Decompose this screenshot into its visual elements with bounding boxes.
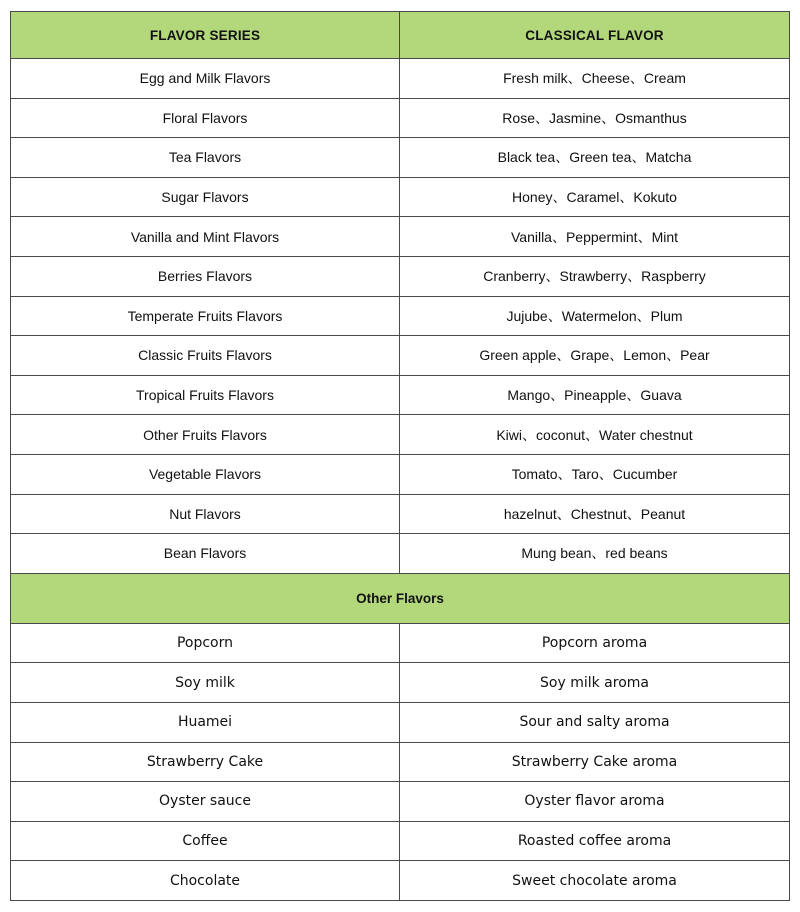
other-flavor-name-cell: Strawberry Cake [11, 742, 400, 782]
flavor-series-cell: Berries Flavors [11, 256, 400, 296]
classical-flavor-cell: Green apple、Grape、Lemon、Pear [400, 336, 790, 376]
table-row [11, 861, 790, 901]
flavor-series-cell: Egg and Milk Flavors [11, 59, 400, 99]
flavor-series-cell: Bean Flavors [11, 534, 400, 574]
flavor-series-cell: Vanilla and Mint Flavors [11, 217, 400, 257]
flavor-series-cell: Tropical Fruits Flavors [11, 375, 400, 415]
table-row [11, 217, 790, 257]
classical-flavor-cell: Tomato、Taro、Cucumber [400, 454, 790, 494]
table-row [11, 59, 790, 99]
classical-flavor-cell: Fresh milk、Cheese、Cream [400, 59, 790, 99]
table-row [11, 494, 790, 534]
flavor-series-cell: Vegetable Flavors [11, 454, 400, 494]
table-row [11, 782, 790, 822]
other-flavors-header-row [11, 573, 790, 623]
classical-flavor-cell: Rose、Jasmine、Osmanthus [400, 98, 790, 138]
classical-flavor-cell: Kiwi、coconut、Water chestnut [400, 415, 790, 455]
header-classical-flavor: CLASSICAL FLAVOR [400, 12, 790, 59]
other-flavor-aroma-cell: Popcorn aroma [400, 623, 790, 663]
other-flavor-name-cell: Oyster sauce [11, 782, 400, 822]
other-flavors-title: Other Flavors [11, 573, 790, 623]
flavor-series-cell: Nut Flavors [11, 494, 400, 534]
other-flavor-aroma-cell: Roasted coffee aroma [400, 821, 790, 861]
table-row [11, 336, 790, 376]
table-row [11, 623, 790, 663]
table-row [11, 256, 790, 296]
table-row [11, 821, 790, 861]
table-row [11, 296, 790, 336]
classical-flavor-cell: Jujube、Watermelon、Plum [400, 296, 790, 336]
flavor-series-cell: Other Fruits Flavors [11, 415, 400, 455]
classical-flavor-cell: Mango、Pineapple、Guava [400, 375, 790, 415]
table-row [11, 454, 790, 494]
classical-flavor-cell: Cranberry、Strawberry、Raspberry [400, 256, 790, 296]
flavor-series-cell: Sugar Flavors [11, 177, 400, 217]
table-row [11, 177, 790, 217]
other-flavor-aroma-cell: Oyster flavor aroma [400, 782, 790, 822]
table-row [11, 702, 790, 742]
table-row [11, 415, 790, 455]
table-row [11, 534, 790, 574]
other-flavor-aroma-cell: Sour and salty aroma [400, 702, 790, 742]
classical-flavor-cell: hazelnut、Chestnut、Peanut [400, 494, 790, 534]
classical-flavor-cell: Honey、Caramel、Kokuto [400, 177, 790, 217]
table-row [11, 138, 790, 178]
other-flavor-aroma-cell: Sweet chocolate aroma [400, 861, 790, 901]
header-flavor-series: FLAVOR SERIES [11, 12, 400, 59]
classical-flavor-cell: Black tea、Green tea、Matcha [400, 138, 790, 178]
flavor-series-cell: Floral Flavors [11, 98, 400, 138]
flavor-table [10, 11, 790, 901]
table-header-row [11, 12, 790, 59]
table-row [11, 742, 790, 782]
other-flavor-name-cell: Chocolate [11, 861, 400, 901]
other-flavor-name-cell: Soy milk [11, 663, 400, 703]
table-row [11, 663, 790, 703]
other-flavor-name-cell: Coffee [11, 821, 400, 861]
table-row [11, 375, 790, 415]
other-flavor-name-cell: Huamei [11, 702, 400, 742]
flavor-series-cell: Classic Fruits Flavors [11, 336, 400, 376]
flavor-series-cell: Temperate Fruits Flavors [11, 296, 400, 336]
other-flavor-name-cell: Popcorn [11, 623, 400, 663]
other-flavor-aroma-cell: Soy milk aroma [400, 663, 790, 703]
table-row [11, 98, 790, 138]
other-flavor-aroma-cell: Strawberry Cake aroma [400, 742, 790, 782]
flavor-series-cell: Tea Flavors [11, 138, 400, 178]
classical-flavor-cell: Vanilla、Peppermint、Mint [400, 217, 790, 257]
classical-flavor-cell: Mung bean、red beans [400, 534, 790, 574]
